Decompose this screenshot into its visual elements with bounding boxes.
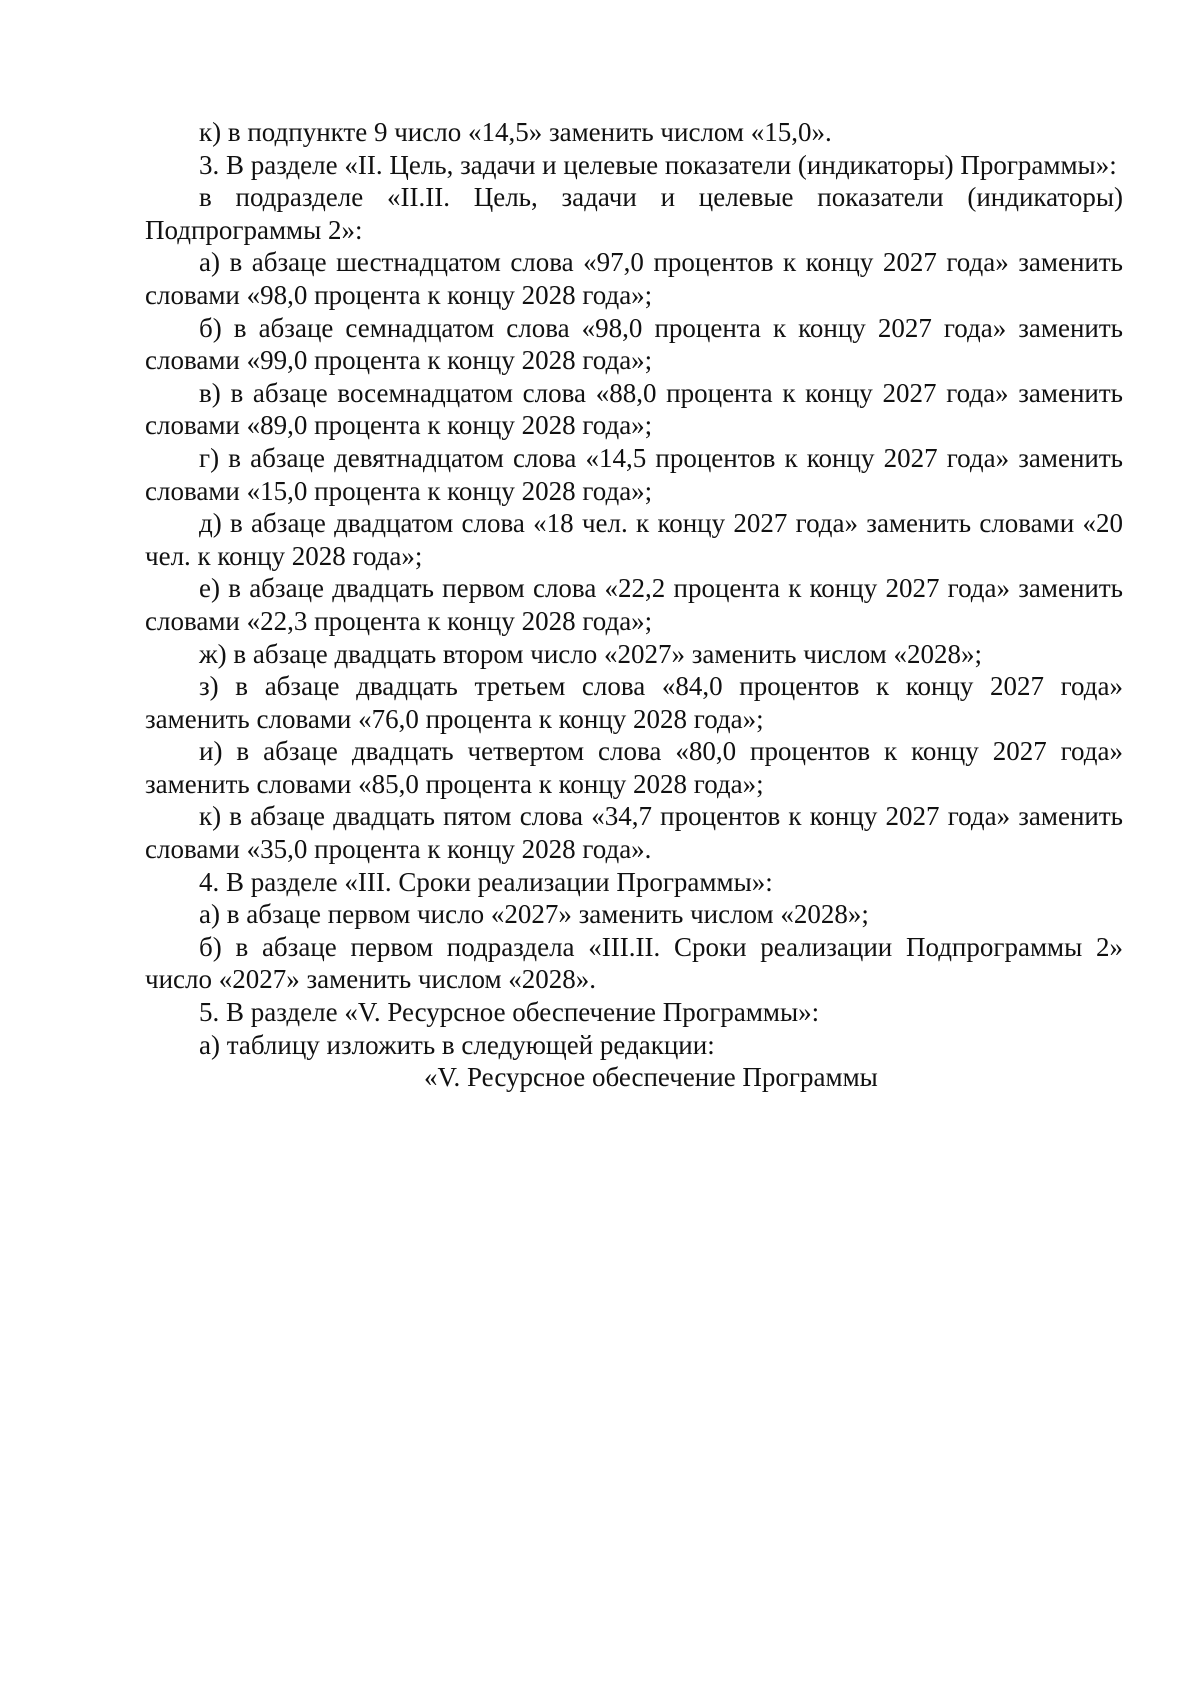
- paragraph-item-k-subpoint-9: к) в подпункте 9 число «14,5» заменить числом «15,0».: [199, 117, 832, 147]
- paragraph-item-a: а) в абзаце шестнадцатом слова «97,0 процентов к концу 2027 года» заменить словами «98,0 процента к концу 2028 года»;: [145, 247, 1123, 310]
- paragraph-item-v: в) в абзаце восемнадцатом слова «88,0 процента к концу 2027 года» заменить словами «89,0 процента к концу 2028 года»;: [145, 377, 1123, 441]
- paragraph-subsection-ii-ii: в подразделе «II.II. Цель, задачи и целевые показатели (индикаторы) Подпрограммы 2»:: [145, 182, 1123, 245]
- paragraph-section-5-item-a: а) таблицу изложить в следующей редакции:: [199, 1029, 715, 1060]
- paragraph-item-d: д) в абзаце двадцатом слова «18 чел. к концу 2027 года» заменить словами «20 чел. к концу 2028 года»;: [145, 508, 1123, 571]
- paragraph-section-5: 5. В разделе «V. Ресурсное обеспечение Программы»:: [199, 997, 820, 1028]
- paragraph-item-k: к) в абзаце двадцать пятом слова «34,7 процентов к концу 2027 года» заменить словами «35,0 процента к концу 2028 года».: [145, 801, 1123, 865]
- paragraph-item-b: б) в абзаце семнадцатом слова «98,0 процента к концу 2027 года» заменить словами «99,0 процента к концу 2028 года»;: [145, 312, 1123, 376]
- document-body: [145, 116, 1123, 1094]
- table-title: «V. Ресурсное обеспечение Программы: [424, 1062, 878, 1093]
- paragraph-item-zh: ж) в абзаце двадцать втором число «2027» заменить числом «2028»;: [199, 638, 983, 669]
- paragraph-item-g: г) в абзаце девятнадцатом слова «14,5 процентов к концу 2027 года» заменить словами «15,0 процента к концу 2028 года»;: [145, 442, 1123, 506]
- paragraph-section-4-item-b: б) в абзаце первом подраздела «III.II. Сроки реализации Подпрограммы 2» число «2027» заменить числом «2028».: [145, 931, 1123, 995]
- paragraph-section-4: 4. В разделе «III. Сроки реализации Программы»:: [199, 866, 773, 897]
- paragraph-item-i: и) в абзаце двадцать четвертом слова «80,0 процентов к концу 2027 года» заменить словами «85,0 процента к концу 2028 года»;: [145, 736, 1123, 799]
- paragraph-section-4-item-a: а) в абзаце первом число «2027» заменить числом «2028»;: [199, 899, 869, 930]
- paragraph-item-z: з) в абзаце двадцать третьем слова «84,0 процентов к концу 2027 года» заменить словами «76,0 процента к концу 2028 года»;: [145, 671, 1123, 734]
- paragraph-item-e: е) в абзаце двадцать первом слова «22,2 процента к концу 2027 года» заменить словами «22,3 процента к концу 2028 года»;: [145, 573, 1123, 636]
- paragraph-section-3: 3. В разделе «II. Цель, задачи и целевые показатели (индикаторы) Программы»:: [199, 149, 1117, 180]
